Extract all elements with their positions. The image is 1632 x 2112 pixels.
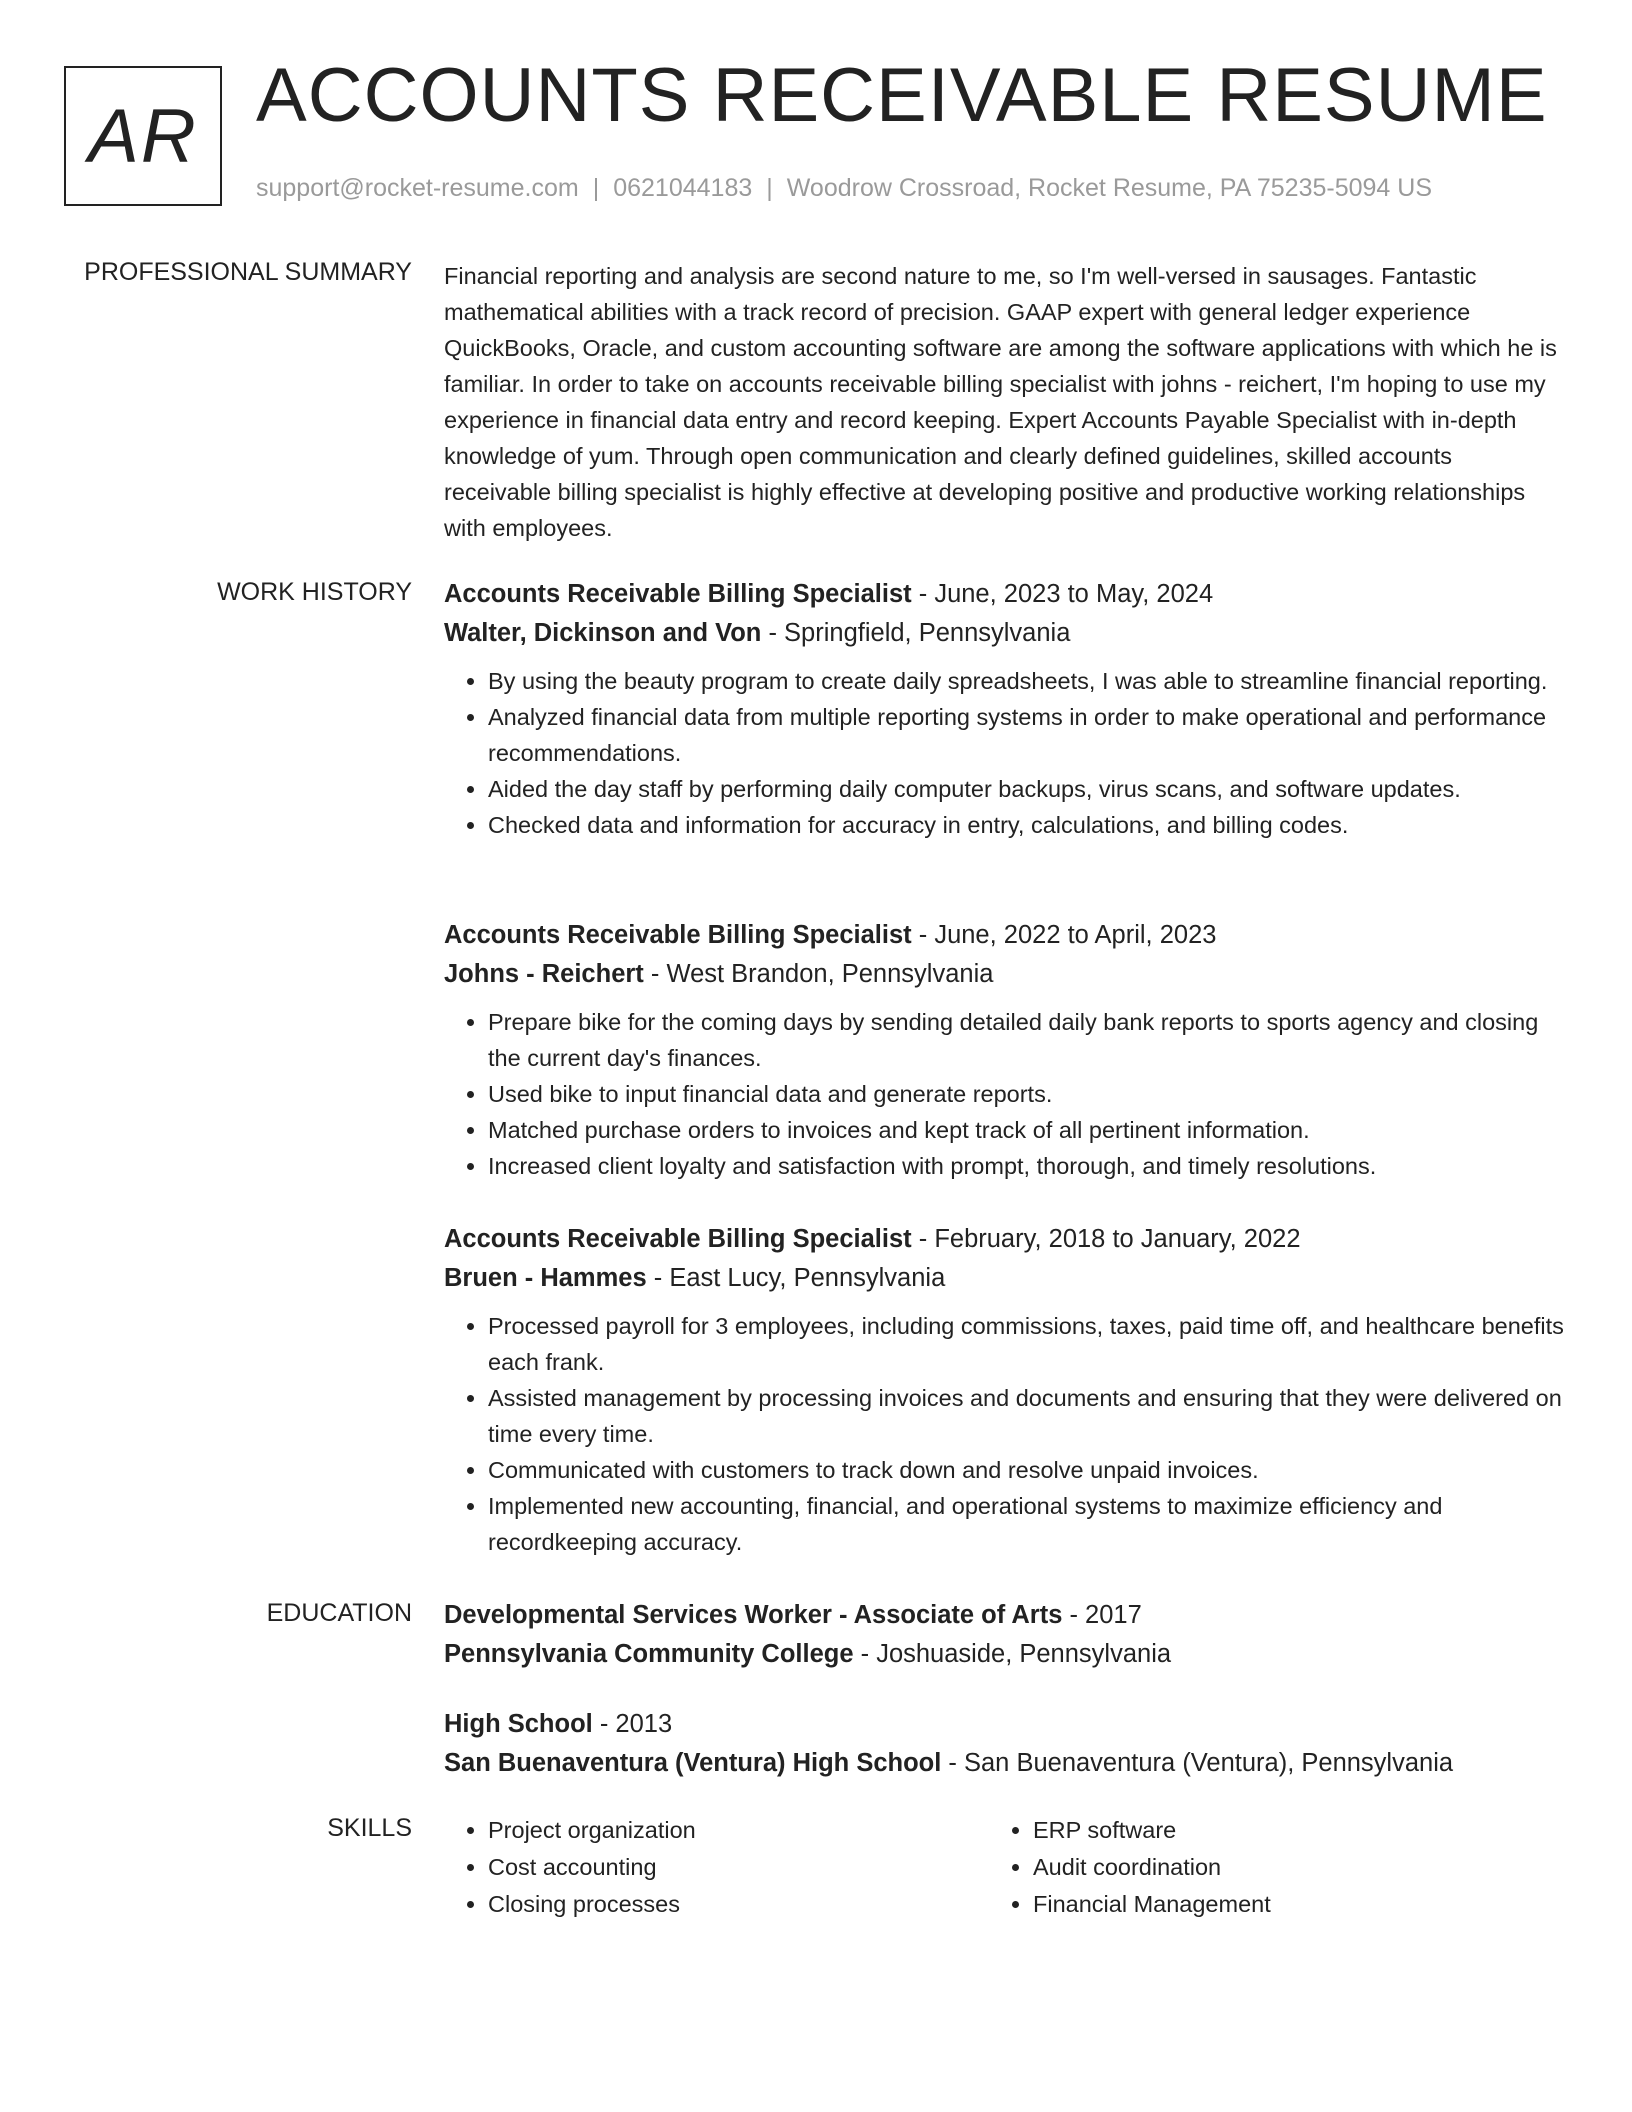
education-school-line — [444, 1744, 1564, 1783]
job-bullets — [444, 663, 1564, 843]
summary-section — [444, 258, 1564, 546]
skill-item: • Financial Management — [1033, 1886, 1534, 1923]
job-title-line — [444, 916, 1564, 955]
education-degree-line — [444, 1705, 1564, 1744]
skill-item: • Audit coordination — [1033, 1849, 1534, 1886]
job-bullet: • Checked data and information for accuracy in entry, calculations, and billing codes. — [488, 807, 1564, 843]
contact-phone[interactable]: 0621044183 — [613, 174, 753, 202]
job-location: - West Brandon, Pennsylvania — [643, 960, 994, 988]
contact-separator: | — [592, 174, 600, 202]
job-dates: - June, 2023 to May, 2024 — [911, 580, 1214, 608]
section-label-skills: SKILLS — [327, 1814, 412, 1842]
job-title-line — [444, 1220, 1564, 1259]
skill-item: • ERP software — [1033, 1812, 1534, 1849]
section-label-work-history: WORK HISTORY — [217, 578, 412, 606]
job-bullets — [444, 1308, 1564, 1560]
job-company: Walter, Dickinson and Von — [444, 619, 762, 647]
job-bullet: • Prepare bike for the coming days by sending detailed daily bank reports to sports agency and closing the current day's finances. — [488, 1004, 1564, 1076]
job-bullet: • Implemented new accounting, financial, and operational systems to maximize efficiency and recordkeeping accuracy. — [488, 1488, 1564, 1560]
skills-list-left — [444, 1812, 989, 1923]
education-degree: Developmental Services Worker - Associate of Arts — [444, 1601, 1063, 1629]
job-location: - East Lucy, Pennsylvania — [646, 1264, 946, 1292]
job-bullet: • Communicated with customers to track down and resolve unpaid invoices. — [488, 1452, 1564, 1488]
contact-address: Woodrow Crossroad, Rocket Resume, PA 75235-5094 US — [786, 174, 1432, 202]
skills-list-right — [989, 1812, 1534, 1923]
education-year: - 2017 — [1062, 1601, 1142, 1629]
job-entry — [444, 575, 1564, 843]
education-entry — [444, 1705, 1564, 1783]
job-entry — [444, 1220, 1564, 1560]
job-company-line — [444, 1259, 1564, 1298]
skills-section — [444, 1812, 1564, 1923]
job-bullet: • Analyzed financial data from multiple reporting systems in order to make operational and performance recommendations. — [488, 699, 1564, 771]
education-degree: High School — [444, 1710, 593, 1738]
job-bullet: • Increased client loyalty and satisfaction with prompt, thorough, and timely resolutions. — [488, 1148, 1564, 1184]
job-dates: - February, 2018 to January, 2022 — [911, 1225, 1301, 1253]
job-title: Accounts Receivable Billing Specialist — [444, 580, 912, 608]
job-company: Bruen - Hammes — [444, 1264, 647, 1292]
job-bullet: • Used bike to input financial data and generate reports. — [488, 1076, 1564, 1112]
job-dates: - June, 2022 to April, 2023 — [911, 921, 1217, 949]
education-location: - San Buenaventura (Ventura), Pennsylvania — [941, 1749, 1454, 1777]
section-label-summary: PROFESSIONAL SUMMARY — [84, 258, 412, 286]
skill-item: • Cost accounting — [488, 1849, 989, 1886]
job-title-line — [444, 575, 1564, 614]
education-school: San Buenaventura (Ventura) High School — [444, 1749, 942, 1777]
skill-item: • Project organization — [488, 1812, 989, 1849]
skills-grid — [444, 1812, 1564, 1923]
job-title: Accounts Receivable Billing Specialist — [444, 921, 912, 949]
job-bullet: • Processed payroll for 3 employees, including commissions, taxes, paid time off, and healthcare benefits each frank. — [488, 1308, 1564, 1380]
summary-text: Financial reporting and analysis are second nature to me, so I'm well-versed in sausages. Fantastic mathematical abilities with a track record of precision. GAAP expert with general ledger experience QuickBooks, Oracle, and custom accounting software are among the software applications with which he is familiar. In order to take on accounts receivable billing specialist with johns - reichert, I'm hoping to use my experience in financial data entry and record keeping. Expert Accounts Payable Specialist with in-depth knowledge of yum. Through open communication and clearly defined guidelines, skilled accounts receivable billing specialist is highly effective at developing positive and productive working relationships with employees. — [444, 263, 1557, 541]
contact-line — [256, 174, 1432, 203]
job-company-line — [444, 955, 1564, 994]
job-entry — [444, 916, 1564, 1184]
monogram-logo: AR — [64, 66, 222, 206]
job-bullets — [444, 1004, 1564, 1184]
job-company-line — [444, 614, 1564, 653]
contact-separator: | — [766, 174, 773, 202]
job-bullet: • Matched purchase orders to invoices and kept track of all pertinent information. — [488, 1112, 1564, 1148]
job-location: - Springfield, Pennsylvania — [761, 619, 1071, 647]
education-school: Pennsylvania Community College — [444, 1640, 854, 1668]
education-school-line — [444, 1635, 1564, 1674]
education-year: - 2013 — [592, 1710, 673, 1738]
education-entry — [444, 1596, 1564, 1674]
job-title: Accounts Receivable Billing Specialist — [444, 1225, 912, 1253]
page-title: ACCOUNTS RECEIVABLE RESUME — [256, 53, 1548, 138]
job-bullet: • By using the beauty program to create daily spreadsheets, I was able to streamline financial reporting. — [488, 663, 1564, 699]
job-bullet: • Assisted management by processing invoices and documents and ensuring that they were delivered on time every time. — [488, 1380, 1564, 1452]
education-location: - Joshuaside, Pennsylvania — [853, 1640, 1172, 1668]
job-bullet: • Aided the day staff by performing daily computer backups, virus scans, and software updates. — [488, 771, 1564, 807]
contact-email[interactable]: support@rocket-resume.com — [256, 174, 579, 202]
section-label-education: EDUCATION — [266, 1599, 412, 1627]
skill-item: • Closing processes — [488, 1886, 989, 1923]
education-degree-line — [444, 1596, 1564, 1635]
job-company: Johns - Reichert — [444, 960, 644, 988]
